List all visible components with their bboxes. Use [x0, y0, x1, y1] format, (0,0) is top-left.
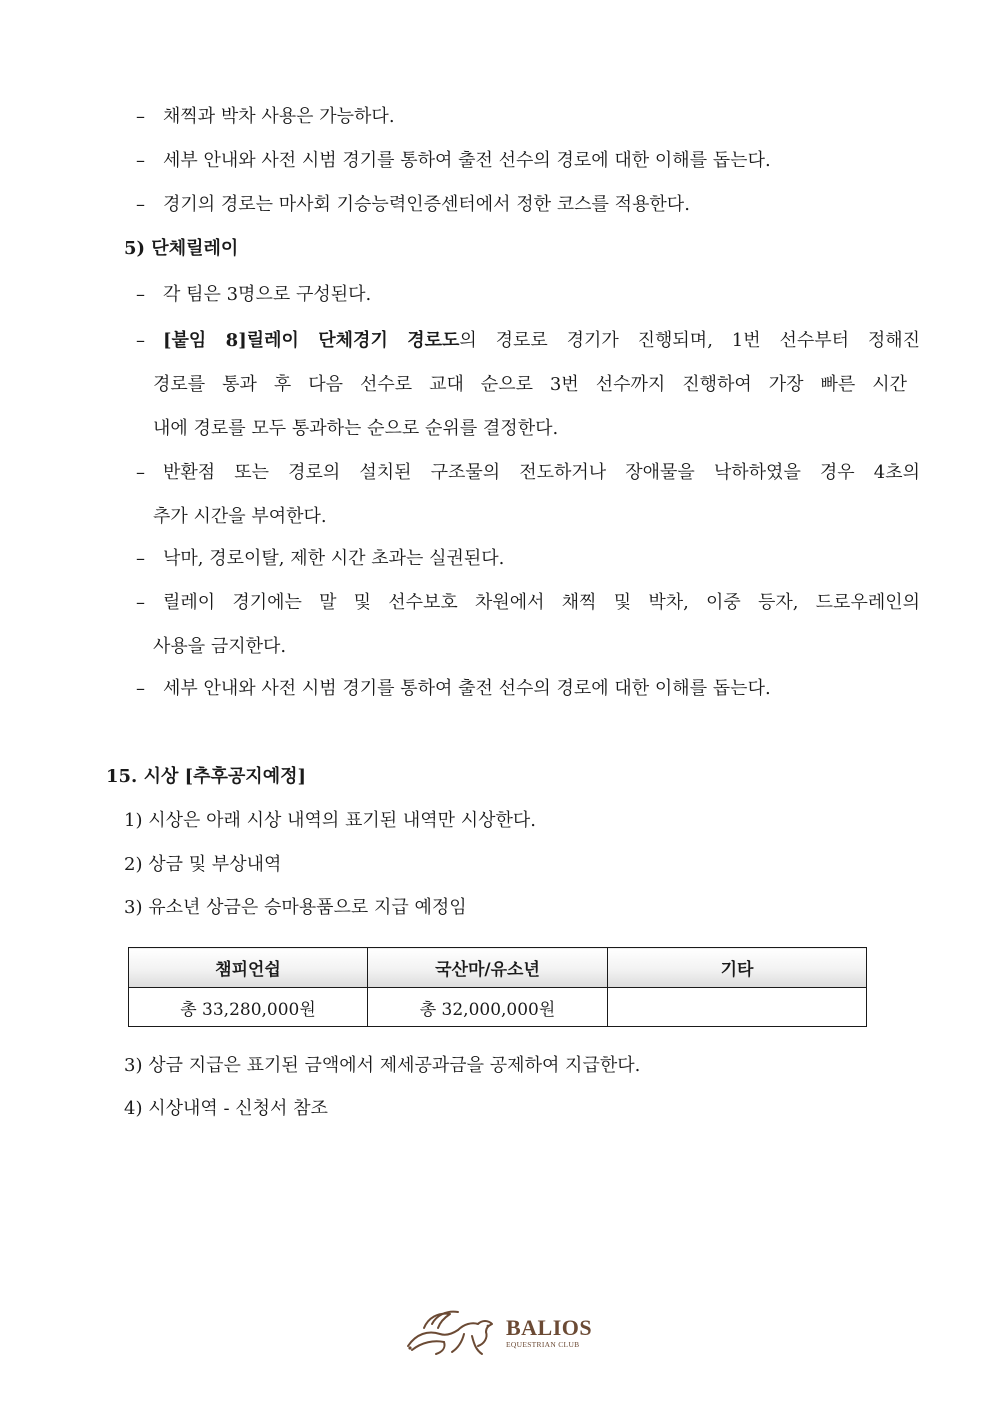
awards-item-3: 3) 유소년 상금은 승마용품으로 지급 예정임	[124, 897, 467, 918]
dash-marker: –	[136, 462, 145, 483]
relay-item-team-size: 각 팀은 3명으로 구성된다.	[163, 284, 372, 305]
prize-col-domestic-youth: 국산마/유소년	[368, 948, 608, 988]
prize-col-other: 기타	[608, 948, 867, 988]
relay-item-route-line1	[163, 330, 920, 352]
relay-heading: 5) 단체릴레이	[124, 238, 239, 259]
prize-table-header-row	[129, 948, 867, 988]
dash-marker: –	[136, 284, 145, 305]
awards-item-1: 1) 시상은 아래 시상 내역의 표기된 내역만 시상한다.	[124, 810, 537, 831]
prize-championship-amount: 총 33,280,000원	[129, 988, 368, 1027]
rule-item-whip-spur: 채찍과 박차 사용은 가능하다.	[163, 106, 395, 127]
dash-marker: –	[136, 548, 145, 569]
relay-item-equipment-line1: 릴레이 경기에는 말 및 선수보호 차원에서 채찍 및 박차, 이중 등자, 드로우레인의	[163, 592, 920, 613]
rule-item-demo-briefing: 세부 안내와 사전 시범 경기를 통하여 출전 선수의 경로에 대한 이해를 돕는다.	[163, 150, 771, 171]
awards-heading: 15. 시상 [추후공지예정]	[106, 766, 306, 787]
dash-marker: –	[136, 330, 145, 351]
relay-item-route-line1-text: 의 경로로 경기가 진행되며, 1번 선수부터 정해진	[459, 330, 920, 351]
horse-emblem-icon	[402, 1306, 502, 1358]
balios-logo	[402, 1306, 602, 1358]
relay-item-demo-briefing: 세부 안내와 사전 시범 경기를 통하여 출전 선수의 경로에 대한 이해를 돕는다.	[163, 678, 771, 699]
relay-item-penalty-line2: 추가 시간을 부여한다.	[153, 506, 327, 527]
logo-subtitle: EQUESTRIAN CLUB	[506, 1340, 580, 1349]
logo-title: BALIOS	[506, 1315, 593, 1340]
dash-marker: –	[136, 194, 145, 215]
awards-item-2: 2) 상금 및 부상내역	[124, 854, 282, 875]
prize-table	[128, 947, 867, 1027]
relay-item-disqualification: 낙마, 경로이탈, 제한 시간 초과는 실권된다.	[163, 548, 505, 569]
prize-col-championship: 챔피언쉽	[129, 948, 368, 988]
prize-other-amount	[608, 988, 867, 1027]
table-row	[129, 988, 867, 1027]
awards-item-reference: 4) 시상내역 - 신청서 참조	[124, 1098, 328, 1119]
relay-item-equipment-line2: 사용을 금지한다.	[153, 636, 287, 657]
relay-route-map-ref: [붙임 8]릴레이 단체경기 경로도	[163, 330, 460, 351]
dash-marker: –	[136, 592, 145, 613]
relay-item-penalty-line1: 반환점 또는 경로의 설치된 구조물의 전도하거나 장애물을 낙하하였을 경우 4초의	[163, 462, 920, 483]
prize-domestic-youth-amount: 총 32,000,000원	[368, 988, 608, 1027]
relay-item-route-line2: 경로를 통과 후 다음 선수로 교대 순으로 3번 선수까지 진행하여 가장 빠른 시간	[153, 374, 907, 395]
relay-item-route-line3: 내에 경로를 모두 통과하는 순으로 순위를 결정한다.	[153, 418, 559, 439]
rule-item-course: 경기의 경로는 마사회 기승능력인증센터에서 정한 코스를 적용한다.	[163, 194, 690, 215]
dash-marker: –	[136, 106, 145, 127]
dash-marker: –	[136, 150, 145, 171]
awards-item-payment: 3) 상금 지급은 표기된 금액에서 제세공과금을 공제하여 지급한다.	[124, 1055, 641, 1076]
dash-marker: –	[136, 678, 145, 699]
